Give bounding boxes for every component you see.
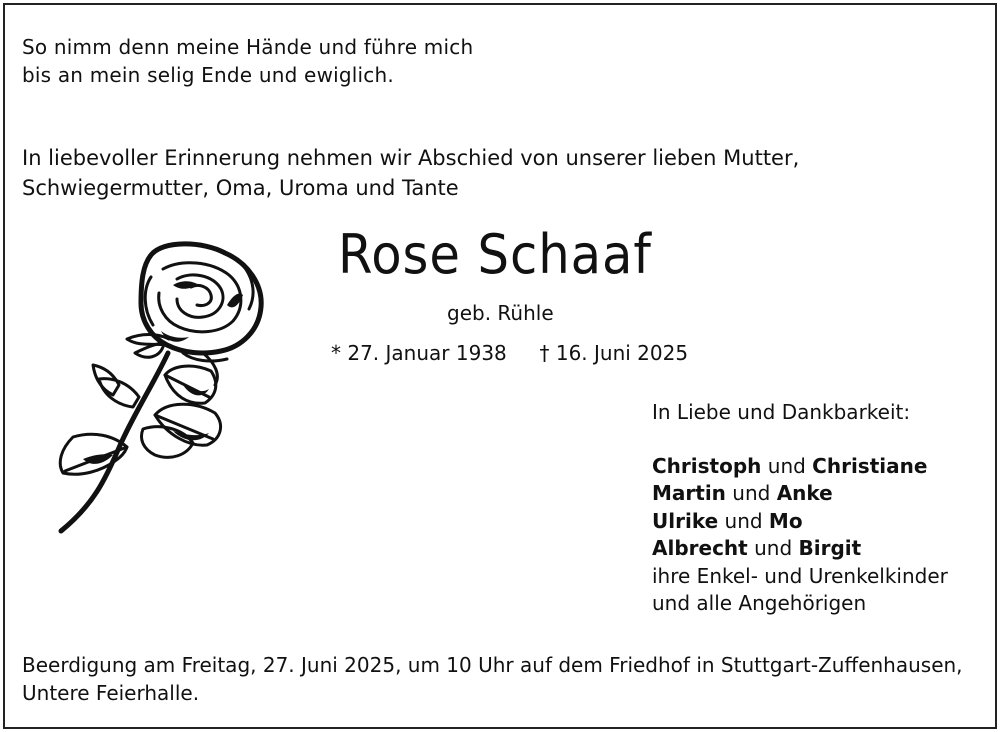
- intro-line-2: Schwiegermutter, Oma, Uroma und Tante: [22, 176, 459, 200]
- mourners-block: [652, 399, 948, 618]
- obituary-notice: [3, 3, 997, 729]
- mourners-others-1: ihre Enkel- und Urenkelkinder: [652, 563, 948, 588]
- death-symbol: †: [539, 341, 550, 365]
- mourners-others-2: und alle Angehörigen: [652, 591, 867, 615]
- mourner-couple: Martin und Anke: [652, 481, 833, 505]
- deceased-name: Rose Schaaf: [338, 223, 652, 286]
- intro-line-1: In liebevoller Erinnerung nehmen wir Abschied von unserer lieben Mutter,: [22, 146, 800, 170]
- birth-symbol: *: [331, 341, 341, 365]
- funeral-line-1: Beerdigung am Freitag, 27. Juni 2025, um 10 Uhr auf dem Friedhof in Stuttgart-Zuffenhausen,: [22, 653, 963, 677]
- poem-line-1: So nimm denn meine Hände und führe mich: [22, 35, 474, 59]
- death-date: 16. Juni 2025: [555, 341, 689, 365]
- funeral-line-2: Untere Feierhalle.: [22, 681, 200, 705]
- mourner-couple: Albrecht und Birgit: [652, 536, 862, 560]
- intro-text: [22, 143, 799, 203]
- mourner-couple: Christoph und Christiane: [652, 453, 928, 478]
- funeral-info: [22, 651, 963, 707]
- mourner-couple: Ulrike und Mo: [652, 508, 803, 533]
- maiden-name: geb. Rühle: [447, 301, 554, 325]
- poem: [22, 33, 473, 89]
- mourners-heading: In Liebe und Dankbarkeit:: [652, 400, 911, 424]
- life-dates: [331, 341, 688, 365]
- poem-line-2: bis an mein selig Ende und ewiglich.: [22, 63, 394, 87]
- rose-icon: [43, 235, 273, 535]
- birth-date: 27. Januar 1938: [347, 341, 507, 365]
